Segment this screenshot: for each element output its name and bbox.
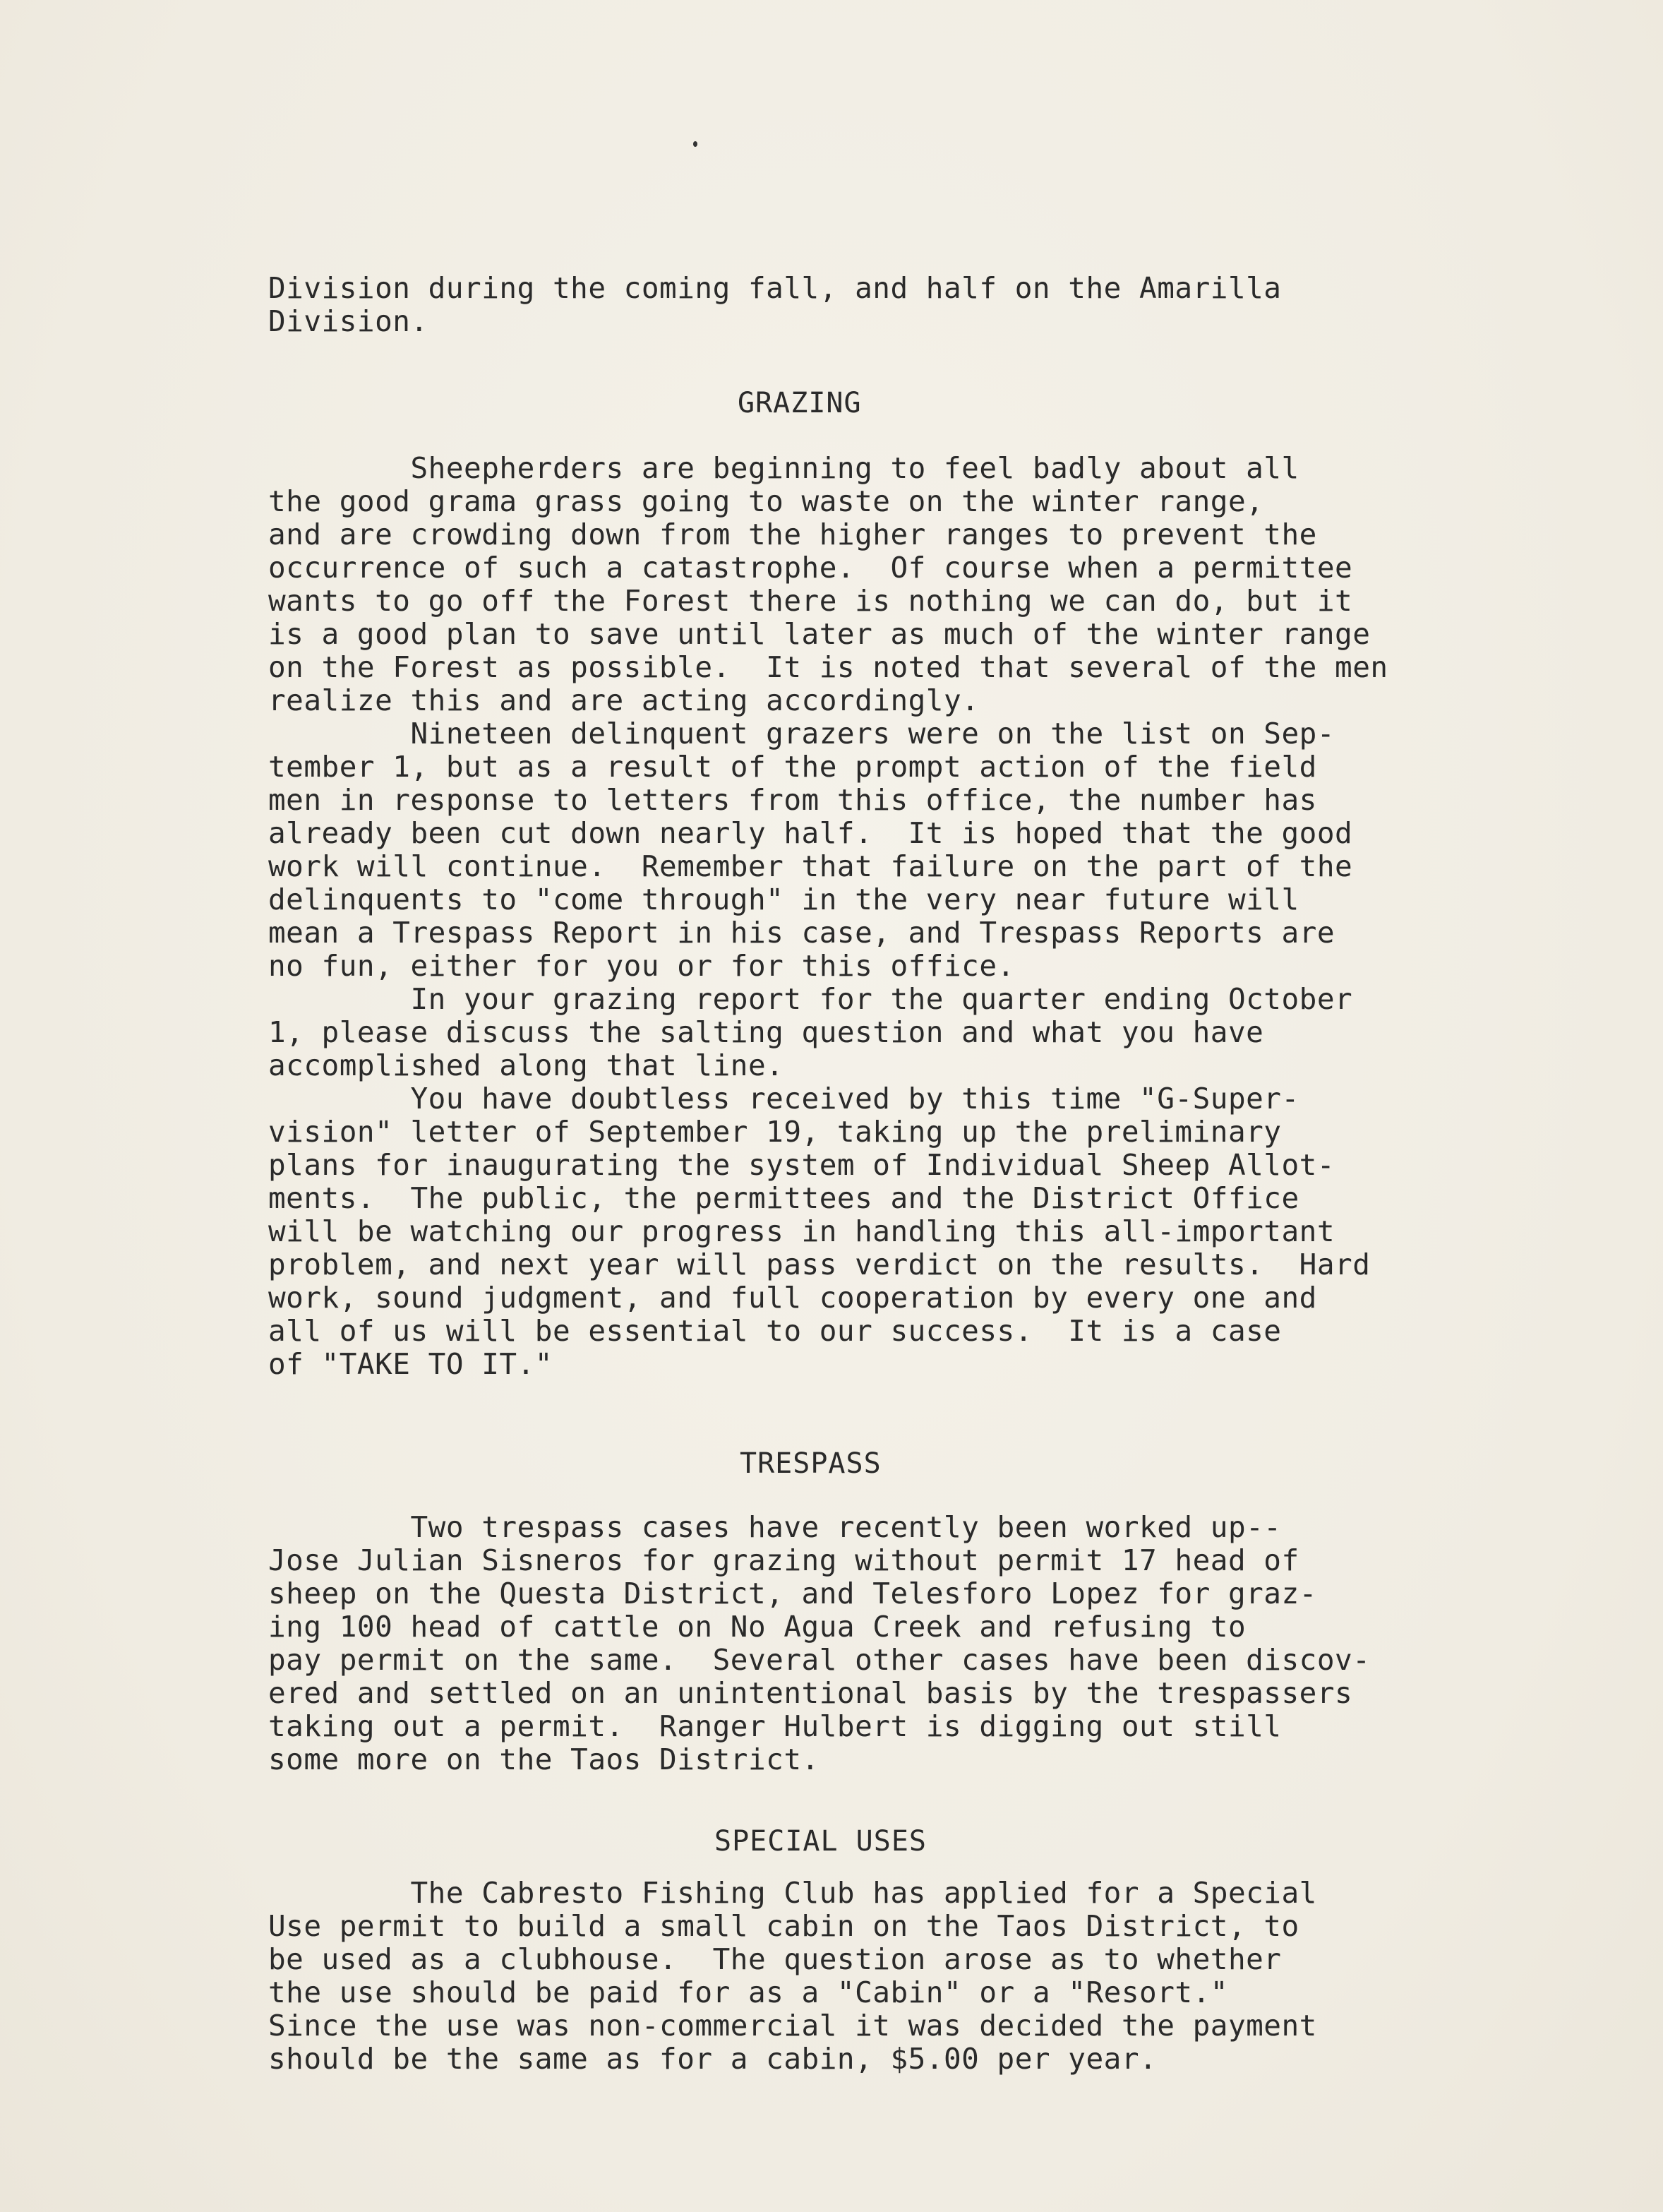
text-line: Use permit to build a small cabin on the Taos District, to xyxy=(268,1909,1299,1943)
text-line: In your grazing report for the quarter ending October xyxy=(268,982,1353,1016)
text-line: The Cabresto Fishing Club has applied for a Special xyxy=(268,1876,1317,1910)
text-line: vision" letter of September 19, taking up the preliminary xyxy=(268,1115,1282,1149)
section-heading-grazing: GRAZING xyxy=(738,387,862,419)
ink-speck xyxy=(693,141,697,147)
text-line: Division. xyxy=(268,304,428,338)
intro-paragraph xyxy=(268,272,1609,338)
text-line: will be watching our progress in handling this all-important xyxy=(268,1214,1335,1248)
text-line: all of us will be essential to our success. It is a case xyxy=(268,1314,1282,1348)
text-line: on the Forest as possible. It is noted that several of the men xyxy=(268,650,1388,684)
section-heading-trespass: TRESPASS xyxy=(740,1447,882,1480)
text-line: You have doubtless received by this time "G-Super- xyxy=(268,1082,1299,1116)
text-line: and are crowding down from the higher ranges to prevent the xyxy=(268,518,1317,551)
text-line: Division during the coming fall, and half on the Amarilla xyxy=(268,271,1282,305)
text-line: delinquents to "come through" in the very near future will xyxy=(268,883,1299,916)
text-line: realize this and are acting accordingly. xyxy=(268,683,980,717)
text-line: is a good plan to save until later as much of the winter range xyxy=(268,617,1371,651)
text-line: be used as a clubhouse. The question arose as to whether xyxy=(268,1942,1282,1976)
text-line: Since the use was non-commercial it was decided the payment xyxy=(268,2009,1317,2043)
text-line: Jose Julian Sisneros for grazing without permit 17 head of xyxy=(268,1543,1299,1577)
trespass-section-text xyxy=(268,1511,1609,1776)
text-line: of "TAKE TO IT." xyxy=(268,1347,553,1381)
text-line: occurrence of such a catastrophe. Of course when a permittee xyxy=(268,551,1353,585)
text-line: mean a Trespass Report in his case, and Trespass Reports are xyxy=(268,916,1335,950)
text-line: work, sound judgment, and full cooperation by every one and xyxy=(268,1281,1317,1315)
text-line: no fun, either for you or for this office. xyxy=(268,949,1015,983)
text-line: the use should be paid for as a "Cabin" or a "Resort." xyxy=(268,1975,1228,2009)
text-line: 1, please discuss the salting question and what you have xyxy=(268,1015,1264,1049)
text-line: ments. The public, the permittees and the District Office xyxy=(268,1181,1299,1215)
grazing-section-text xyxy=(268,452,1609,1381)
section-heading-special-uses: SPECIAL USES xyxy=(714,1825,927,1858)
special-uses-section-text xyxy=(268,1877,1609,2076)
text-line: should be the same as for a cabin, $5.00 per year. xyxy=(268,2042,1158,2076)
text-line: tember 1, but as a result of the prompt action of the field xyxy=(268,750,1317,784)
text-line: wants to go off the Forest there is nothing we can do, but it xyxy=(268,584,1353,618)
text-line: Sheepherders are beginning to feel badly about all xyxy=(268,451,1299,485)
text-line: accomplished along that line. xyxy=(268,1048,784,1082)
text-line: pay permit on the same. Several other cases have been discov- xyxy=(268,1643,1371,1677)
text-line: some more on the Taos District. xyxy=(268,1742,820,1776)
text-line: problem, and next year will pass verdict on the results. Hard xyxy=(268,1248,1371,1281)
text-line: ered and settled on an unintentional basis by the trespassers xyxy=(268,1676,1353,1710)
text-line: plans for inaugurating the system of Individual Sheep Allot- xyxy=(268,1148,1335,1182)
text-line: the good grama grass going to waste on the winter range, xyxy=(268,484,1264,518)
text-line: Nineteen delinquent grazers were on the list on Sep- xyxy=(268,717,1335,751)
text-line: men in response to letters from this office, the number has xyxy=(268,783,1317,817)
text-line: sheep on the Questa District, and Telesforo Lopez for graz- xyxy=(268,1577,1317,1610)
text-line: work will continue. Remember that failure on the part of the xyxy=(268,849,1353,883)
text-line: ing 100 head of cattle on No Agua Creek and refusing to xyxy=(268,1610,1247,1644)
text-line: taking out a permit. Ranger Hulbert is digging out still xyxy=(268,1709,1282,1743)
text-line: already been cut down nearly half. It is hoped that the good xyxy=(268,816,1353,850)
text-line: Two trespass cases have recently been worked up-- xyxy=(268,1510,1282,1544)
